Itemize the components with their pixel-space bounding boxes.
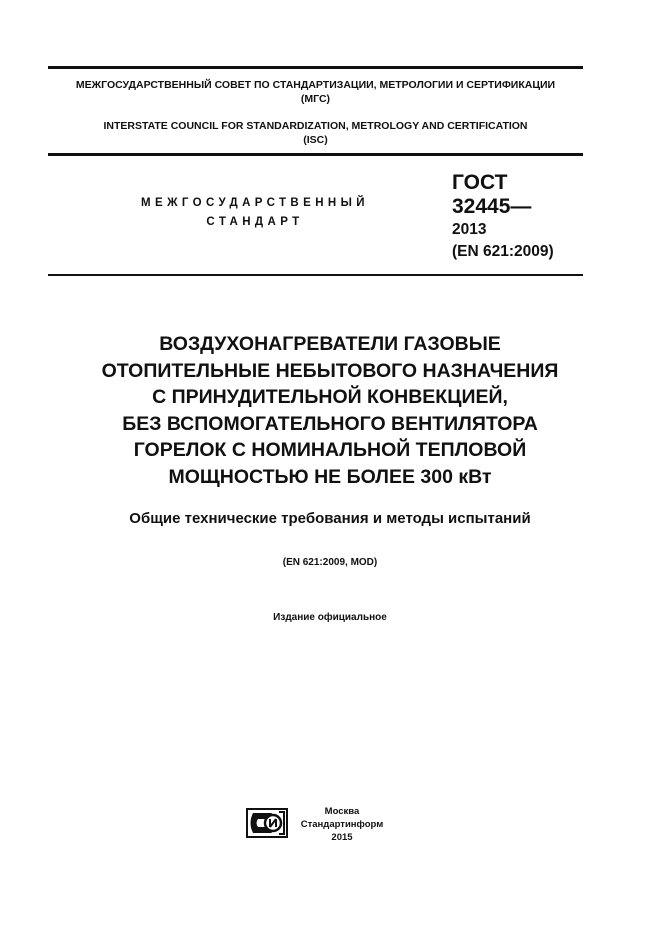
council-ru-abbr: (МГС) <box>300 93 331 105</box>
gost-equivalent: (EN 621:2009) <box>452 243 554 260</box>
header-rule <box>48 153 583 156</box>
section-rule <box>48 274 583 276</box>
council-en-abbr: (ISC) <box>303 134 328 146</box>
title-line: БЕЗ ВСПОМОГАТЕЛЬНОГО ВЕНТИЛЯТОРА <box>122 412 538 435</box>
document-subtitle: Общие технические требования и методы испытаний <box>129 510 531 527</box>
edition-note: Издание официальное <box>273 612 387 623</box>
standard-type-line1: МЕЖГОСУДАРСТВЕННЫЙ <box>141 197 369 209</box>
council-en <box>48 119 583 147</box>
standard-type-label <box>120 194 390 232</box>
top-rule <box>48 66 583 69</box>
title-line: ОТОПИТЕЛЬНЫЕ НЕБЫТОВОГО НАЗНАЧЕНИЯ <box>101 359 559 382</box>
gost-year: 2013 <box>452 221 487 238</box>
standard-type-line2: СТАНДАРТ <box>206 216 304 228</box>
council-ru-name: МЕЖГОСУДАРСТВЕННЫЙ СОВЕТ ПО СТАНДАРТИЗАЦИИ, МЕТРОЛОГИИ И СЕРТИФИКАЦИИ <box>75 79 556 91</box>
gost-label: ГОСТ <box>452 171 508 194</box>
imprint-city: Москва <box>324 806 360 817</box>
title-line: ВОЗДУХОНАГРЕВАТЕЛИ ГАЗОВЫЕ <box>159 333 501 355</box>
imprint-publisher: Стандартинформ <box>300 819 384 830</box>
gost-designation <box>452 171 554 263</box>
title-line: МОЩНОСТЬЮ НЕ БОЛЕЕ 300 кВт <box>168 465 492 488</box>
council-en-name: INTERSTATE COUNCIL FOR STANDARDIZATION, METROLOGY AND CERTIFICATION <box>103 120 528 132</box>
imprint <box>294 805 390 844</box>
document-title <box>40 331 620 490</box>
title-line: ГОРЕЛОК С НОМИНАЛЬНОЙ ТЕПЛОВОЙ <box>133 439 527 461</box>
title-line: С ПРИНУДИТЕЛЬНОЙ КОНВЕКЦИЕЙ, <box>152 386 508 408</box>
harmonization-reference: (EN 621:2009, MOD) <box>282 557 378 568</box>
standartinform-logo-icon <box>246 808 288 838</box>
council-ru <box>48 78 583 106</box>
gost-number: 32445— <box>452 195 532 218</box>
imprint-year: 2015 <box>331 832 353 843</box>
